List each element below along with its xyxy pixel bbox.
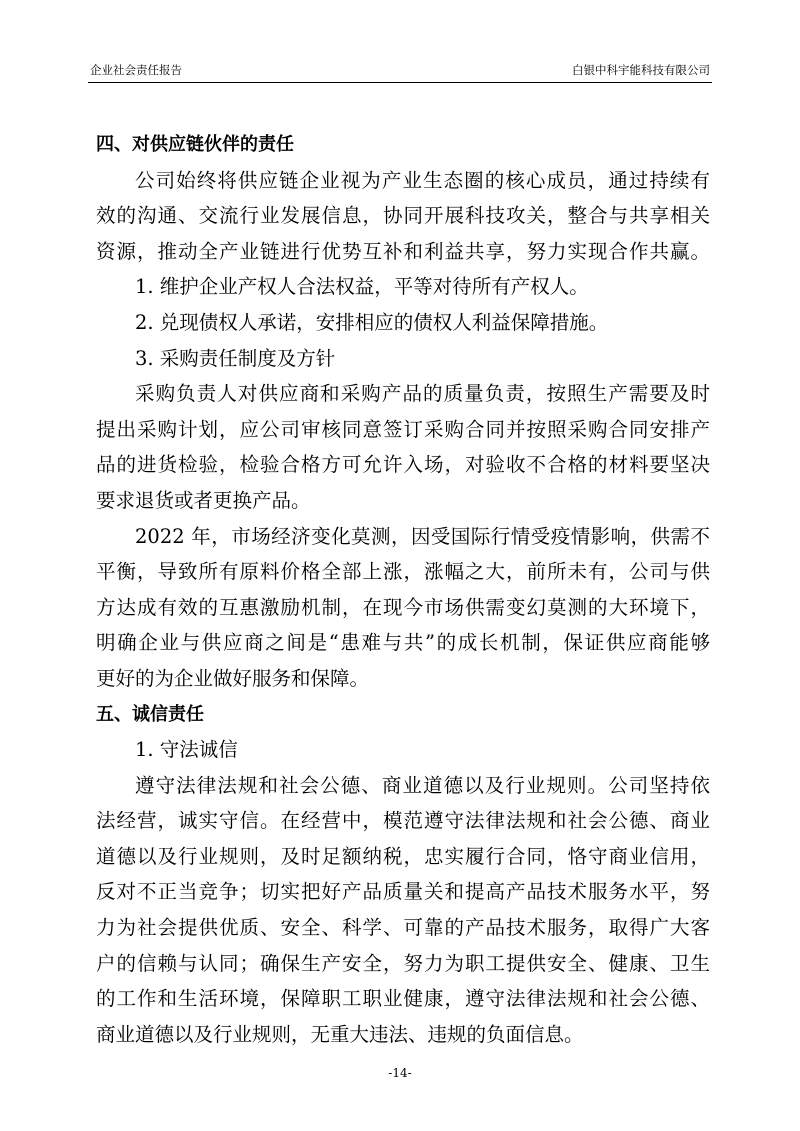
paragraph-line: 2022 年，市场经济变化莫测，因受国际行情受疫情影响，供需不 — [135, 524, 710, 548]
paragraph-line: 户的信赖与认同；确保生产安全，努力为职工提供安全、健康、卫生 — [96, 951, 710, 975]
list-item: 3. 采购责任制度及方针 — [135, 346, 336, 370]
section-4-heading: 四、对供应链伙伴的责任 — [96, 134, 294, 155]
paragraph-line: 公司始终将供应链企业视为产业生态圈的核心成员，通过持续有 — [135, 168, 710, 192]
list-item: 1. 守法诚信 — [135, 738, 238, 762]
paragraph-line: 采购负责人对供应商和采购产品的质量负责，按照生产需要及时 — [135, 382, 710, 406]
page-body — [96, 127, 710, 1052]
paragraph-line: 反对不正当竞争；切实把好产品质量关和提高产品技术服务水平，努 — [96, 880, 710, 904]
paragraph-line: 平衡，导致所有原料价格全部上涨，涨幅之大，前所未有，公司与供 — [96, 560, 710, 584]
paragraph-line: 道德以及行业规则，及时足额纳税，忠实履行合同，恪守商业信用， — [96, 844, 710, 868]
paragraph-line: 的工作和生活环境，保障职工职业健康，遵守法律法规和社会公德、 — [96, 987, 710, 1011]
paragraph-line: 力为社会提供优质、安全、科学、可靠的产品技术服务，取得广大客 — [96, 916, 710, 940]
paragraph-line: 资源，推动全产业链进行优势互补和利益共享，努力实现合作共赢。 — [96, 239, 710, 263]
paragraph-line: 更好的为企业做好服务和保障。 — [96, 666, 370, 690]
paragraph-line: 提出采购计划，应公司审核同意签订采购合同并按照采购合同安排产 — [96, 417, 710, 441]
paragraph-line: 要求退货或者更换产品。 — [96, 488, 311, 512]
report-title: 企业社会责任报告 — [90, 63, 182, 77]
paragraph-line: 方达成有效的互惠激励机制，在现今市场供需变幻莫测的大环境下， — [96, 595, 710, 619]
paragraph-line: 品的进货检验，检验合格方可允许入场，对验收不合格的材料要坚决 — [96, 453, 710, 477]
paragraph-line: 法经营，诚实守信。在经营中，模范遵守法律法规和社会公德、商业 — [96, 809, 710, 833]
list-item: 1. 维护企业产权人合法权益，平等对待所有产权人。 — [135, 275, 589, 299]
paragraph-line: 效的沟通、交流行业发展信息，协同开展科技攻关，整合与共享相关 — [96, 204, 710, 228]
page-number: -14- — [388, 1066, 412, 1080]
paragraph-line: 商业道德以及行业规则，无重大违法、违规的负面信息。 — [96, 1022, 584, 1046]
list-item: 2. 兑现债权人承诺，安排相应的债权人利益保障措施。 — [135, 310, 609, 334]
company-name: 白银中科宇能科技有限公司 — [572, 63, 710, 77]
page-header — [88, 60, 712, 83]
paragraph-line: 明确企业与供应商之间是“患难与共”的成长机制，保证供应商能够 — [96, 631, 710, 655]
paragraph-line: 遵守法律法规和社会公德、商业道德以及行业规则。公司坚持依 — [135, 773, 710, 797]
section-5-heading: 五、诚信责任 — [96, 703, 204, 725]
